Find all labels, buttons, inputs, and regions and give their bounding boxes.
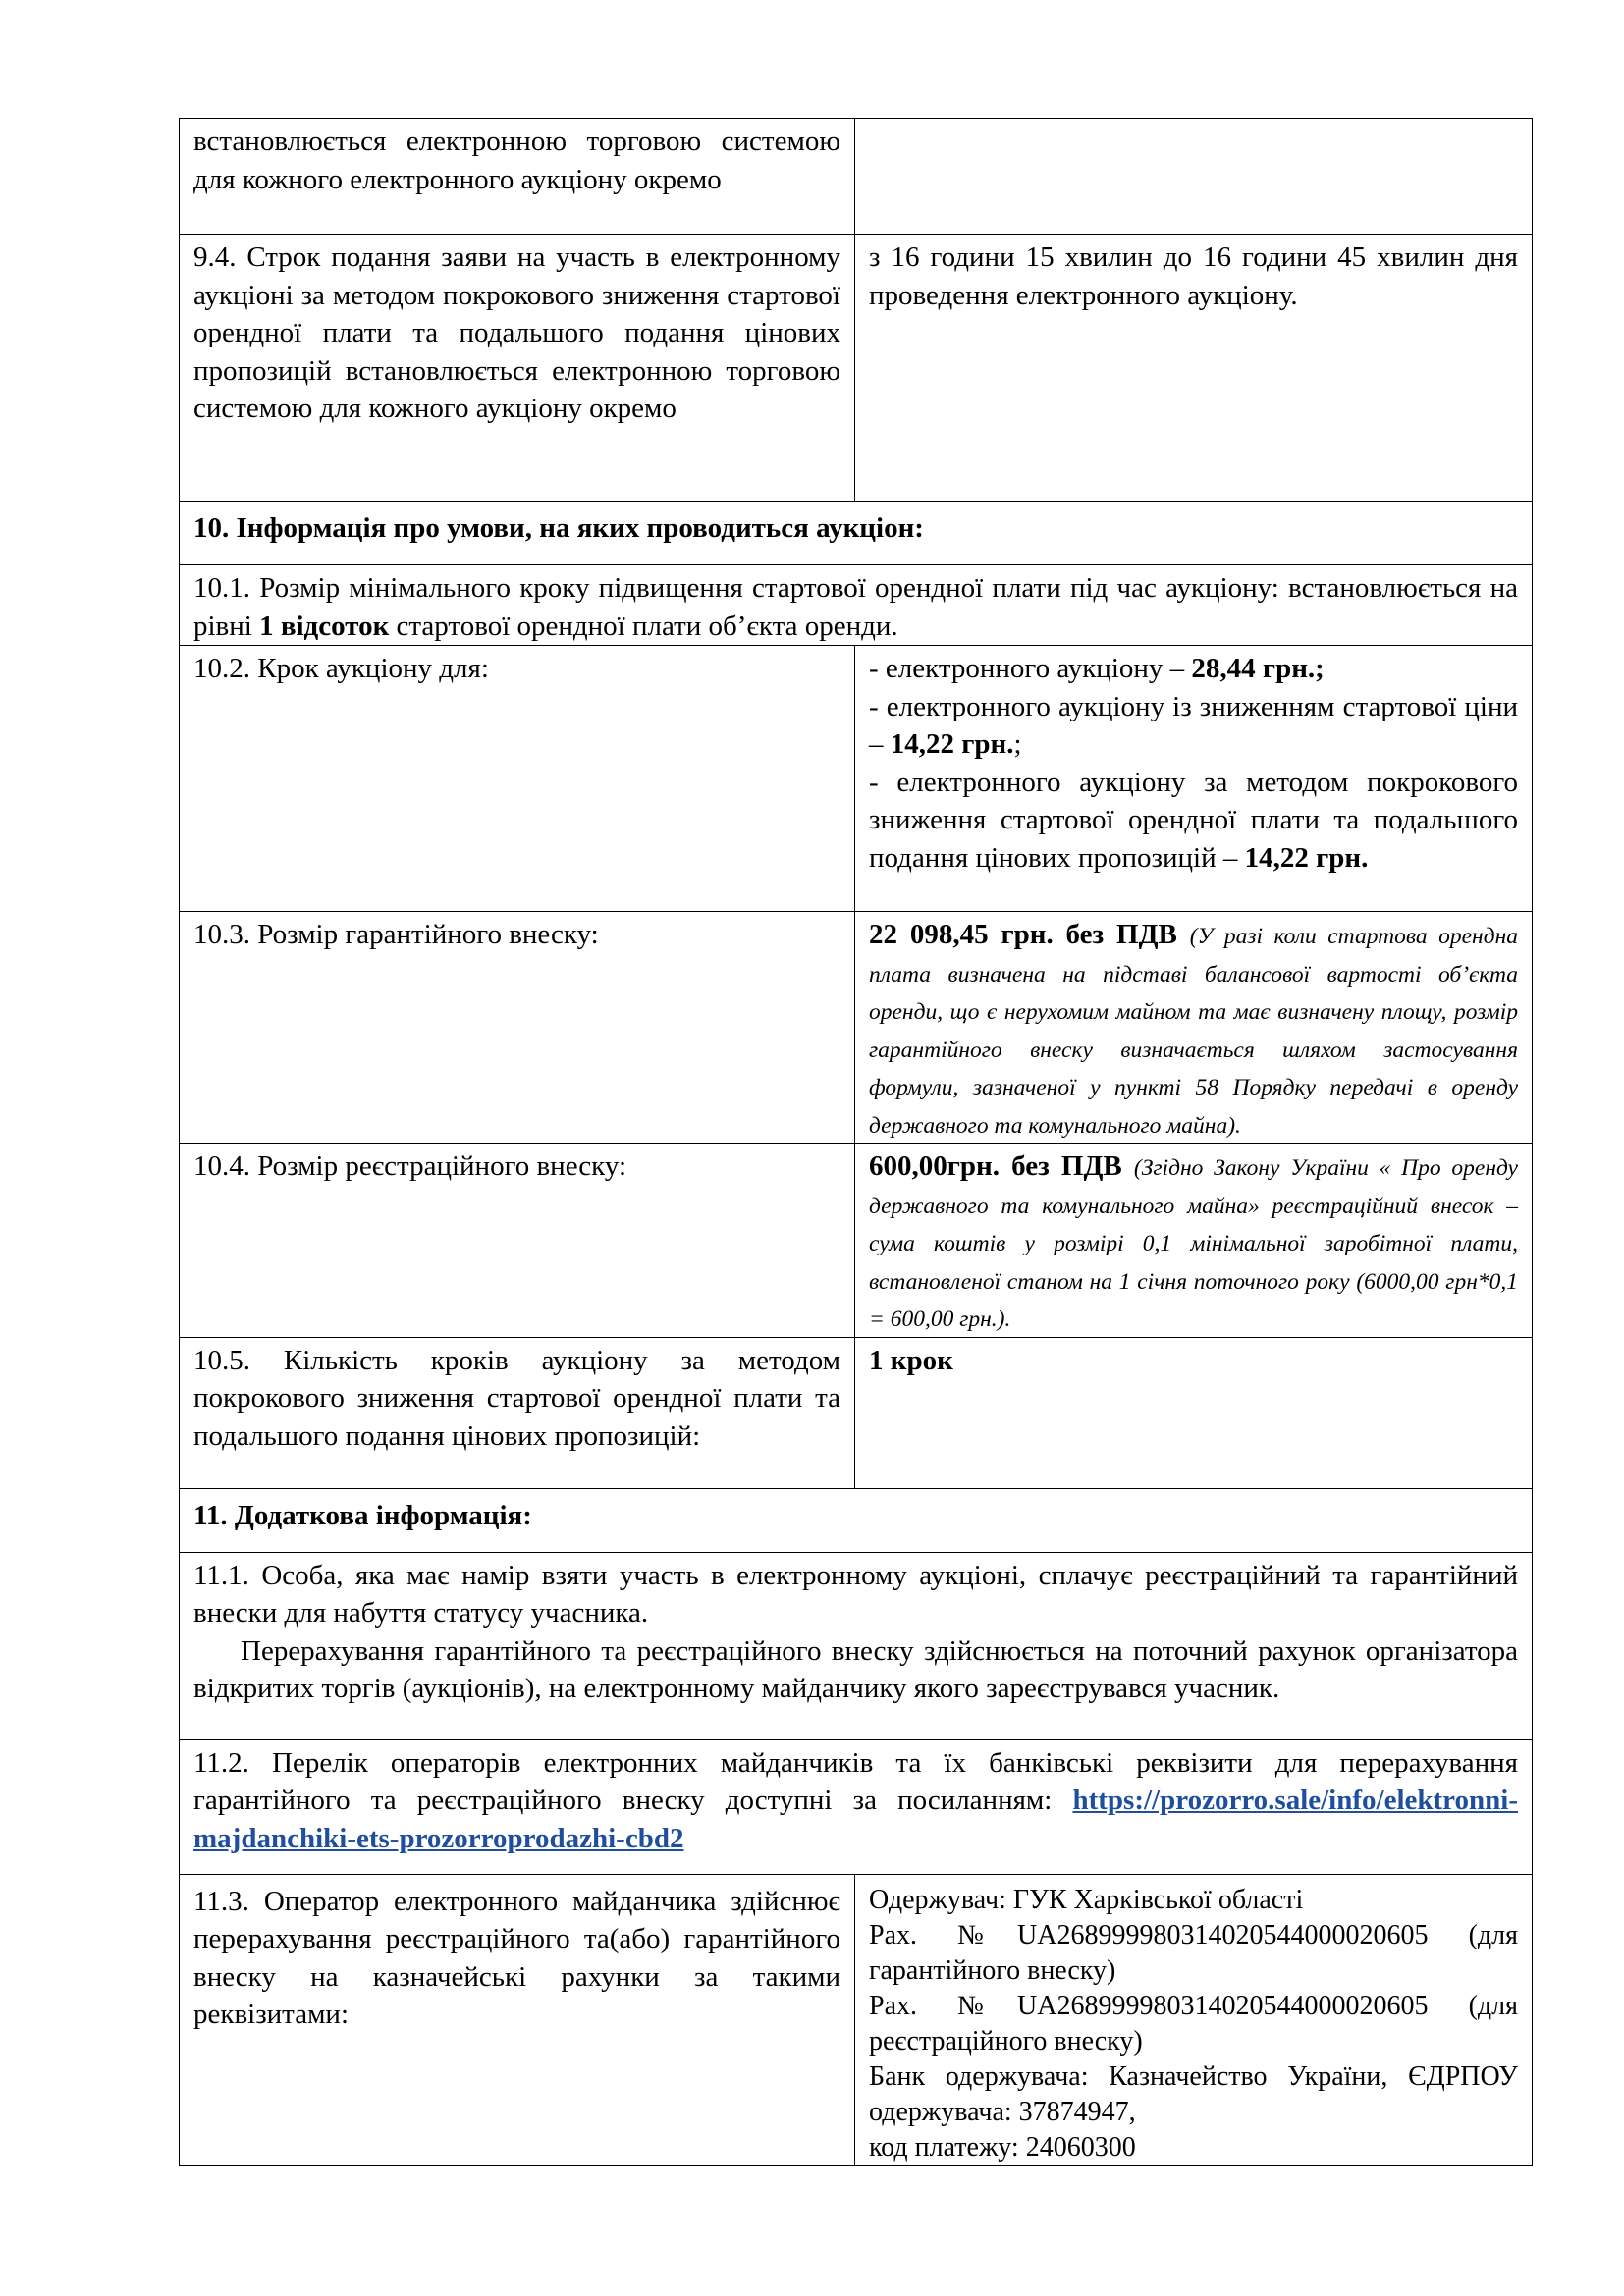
step-item-1: - електронного аукціону – 28,44 грн.; [869, 653, 1325, 684]
row-11-1-p2: Перерахування гарантійного та реєстраційного внеску здійснюється на поточний рахунок організатора відкритих торгів (аукціонів), на електронному майданчику якого зареєструвався учасник. [193, 1634, 1518, 1704]
row-10-2-left: 10.2. Крок аукціону для: [180, 646, 855, 912]
table-row [180, 1337, 1533, 1488]
registration-fee-note: (Згідно Закону України « Про оренду державного та комунального майна» реєстраційний внесок – сума коштів у розмірі 0,1 мінімальної заробітної плати, встановленої станом на 1 січня поточного року (6000,00 грн*0,1 = 600,00 грн.). [869, 1155, 1518, 1332]
row-11-1-p1: 11.1. Особа, яка має намір взяти участь в електронному аукціоні, сплачує реєстраційний та гарантійний внески для набуття статусу учасника. [193, 1559, 1518, 1629]
row-9-4-left: 9.4. Строк подання заяви на участь в електронному аукціоні за методом покрокового зниження стартової орендної плати та подальшого подання цінових пропозицій встановлюється електронною торговою системою для кожного аукціону окремо [180, 235, 855, 502]
account-guarantee-line: Рах. №UA268999980314020544000020605 (для гарантійного внеску) [869, 1919, 1518, 1986]
guarantee-fee-amount: 22 098,45 грн. без ПДВ [869, 919, 1177, 950]
section-11-header [180, 1488, 1533, 1552]
step-item-3: - електронного аукціону за методом покрокового зниження стартової орендної плати та подальшого подання цінових пропозицій – 14,22 грн. [869, 766, 1518, 874]
document-page [179, 118, 1532, 2166]
guarantee-fee-note: (У разі коли стартова орендна плата визначена на підставі балансової вартості об’єкта оренди, що є нерухомим майном та має визначену площу, розмір гарантійного внеску визначається шляхом застосування формули, зазначеної у пункті 58 Порядку передачі в оренду державного та комунального майна). [869, 924, 1519, 1139]
recipient-line: Одержувач: ГУК Харківської області [869, 1884, 1304, 1915]
table-row [180, 646, 1533, 912]
operators-link[interactable]: https://prozorro.sale/info/elektronni-majdanchiki-ets-prozorroprodazhi-cbd2 [193, 1785, 1518, 1854]
section-11-title: 11. Додаткова інформація: [180, 1488, 1533, 1552]
row-10-1-bold: 1 відсоток [259, 610, 390, 642]
row-11-2 [180, 1739, 1533, 1874]
table-row [180, 1739, 1533, 1874]
section-10-title: 10. Інформація про умови, на яких проводиться аукціон: [180, 502, 1533, 565]
table-row [180, 1552, 1533, 1739]
bank-line: Банк одержувача: Казначейство України, ЄДРПОУ одержувача: 37874947, [869, 2060, 1518, 2127]
row-9-3-cont-right [855, 119, 1533, 235]
step-item-2: - електронного аукціону із зниженням стартової ціни – 14,22 грн.; [869, 690, 1518, 760]
registration-fee-amount: 600,00грн. без ПДВ [869, 1150, 1122, 1182]
payment-code-line: код платежу: 24060300 [869, 2131, 1136, 2163]
table-row [180, 235, 1533, 502]
table-row [180, 912, 1533, 1144]
row-10-1-text-b: стартової орендної плати об’єкта оренди. [389, 610, 898, 642]
row-10-4-left: 10.4. Розмір реєстраційного внеску: [180, 1144, 855, 1338]
row-11-3-right [855, 1874, 1533, 2165]
table-row [180, 119, 1533, 235]
row-10-3-right [855, 912, 1533, 1144]
table-row [180, 1144, 1533, 1338]
row-11-3-left: 11.3. Оператор електронного майданчика здійснює перерахування реєстраційного та(або) гарантійного внеску на казначейські рахунки за такими реквізитами: [180, 1874, 855, 2165]
row-10-5-left: 10.5. Кількість кроків аукціону за методом покрокового зниження стартової орендної плати та подальшого подання цінових пропозицій: [180, 1337, 855, 1488]
row-10-2-right [855, 646, 1533, 912]
row-10-1-text-a: 10.1. Розмір мінімального кроку підвищення стартової орендної плати під час аукціону: встановлюється на рівні [193, 572, 1518, 642]
auction-info-table [179, 118, 1533, 2166]
row-10-1 [180, 565, 1533, 646]
section-10-header [180, 502, 1533, 565]
row-10-3-left: 10.3. Розмір гарантійного внеску: [180, 912, 855, 1144]
row-9-4-right: з 16 години 15 хвилин до 16 години 45 хвилин дня проведення електронного аукціону. [855, 235, 1533, 502]
account-registration-line: Рах. №UA268999980314020544000020605 (для реєстраційного внеску) [869, 1990, 1518, 2056]
row-11-2-text: 11.2. Перелік операторів електронних майданчиків та їх банківські реквізити для перерахування гарантійного та реєстраційного внеску доступні за посиланням: [193, 1746, 1518, 1816]
row-11-1 [180, 1552, 1533, 1739]
table-row [180, 565, 1533, 646]
row-10-4-right [855, 1144, 1533, 1338]
row-10-5-right: 1 крок [855, 1337, 1533, 1488]
row-9-3-cont-left: встановлюється електронною торговою системою для кожного електронного аукціону окремо [180, 119, 855, 235]
table-row [180, 1874, 1533, 2165]
